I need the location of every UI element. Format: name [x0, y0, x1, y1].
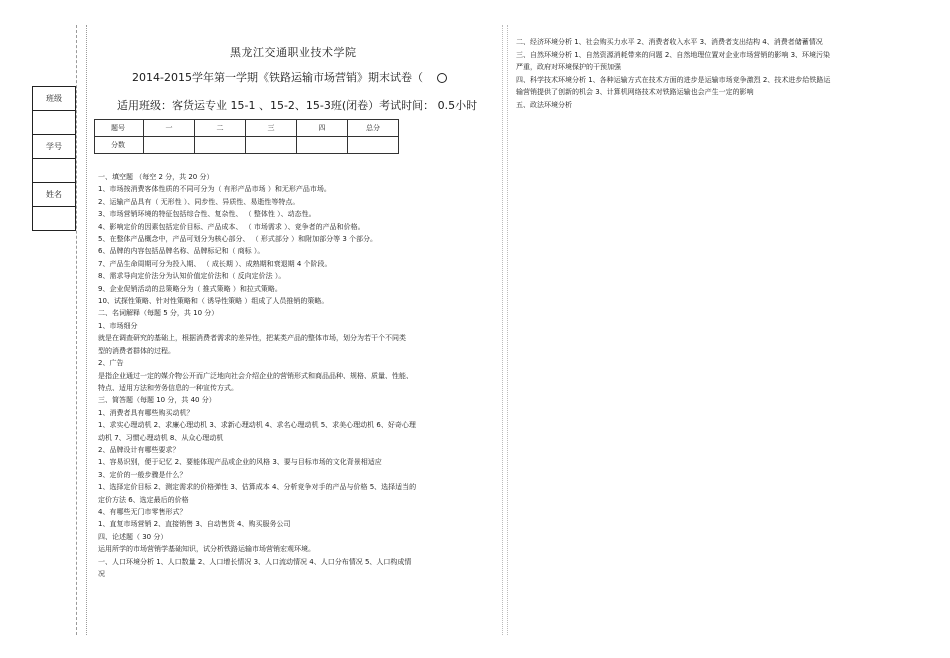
text-line: 四、论述题（ 30 分）	[98, 532, 168, 541]
text-line: 5、在整体产品概念中，产品可划分为核心部分、 （ 形式部分 ）和附加部分等 3 个部分。	[98, 235, 378, 244]
text-line: 二、经济环境分析 1、社会购买力水平 2、消费者收入水平 3、消费者支出结构 4、消费者储蓄情况	[516, 38, 823, 46]
binding-line	[76, 25, 77, 635]
text-line: 四、科学技术环境分析 1、各种运输方式在技术方面的进步是运输市场竞争激烈 2、技术进步给铁路运	[516, 75, 831, 84]
text-line: 2、广告	[98, 359, 124, 368]
text-line: 1、市场按消费客体性质的不同可分为（ 有形产品市场 ）和无形产品市场。	[98, 185, 331, 194]
text-line: 三、简答题（每题 10 分，共 40 分）	[98, 396, 216, 405]
text-line: 运用所学的市场营销学基础知识，试分析铁路运输市场营销宏观环境。	[98, 545, 315, 554]
text-line: 况	[98, 570, 105, 578]
right-column	[516, 36, 916, 112]
text-line: 型的消费者群体的过程。	[98, 346, 175, 355]
text-line: 1、求实心理动机 2、求廉心理动机 3、求新心理动机 4、求名心理动机 5、求美心理动机 6、好奇心理	[98, 421, 416, 430]
score-cell	[246, 137, 297, 154]
score-cell	[297, 137, 348, 154]
score-cell: 二	[195, 120, 246, 137]
text-line: 1、消费者具有哪些购买动机？	[98, 408, 194, 417]
text-line: 是指企业通过一定的媒介物公开而广泛地向社会介绍企业的营销形式和商品品种、规格、质量、性能、	[98, 371, 413, 380]
binding-line	[86, 25, 87, 635]
text-line: 就是在调查研究的基础上，根据消费者需求的差异性，把某类产品的整体市场，划分为若干个不同类	[98, 334, 406, 343]
circle-mark-icon	[437, 73, 447, 83]
text-line: 一、人口环境分析 1、人口数量 2、人口增长情况 3、人口流动情况 4、人口分布情况 5、人口构成情	[98, 557, 412, 566]
exam-title-text: 2014-2015学年第一学期《铁路运输市场营销》期末试卷（	[132, 71, 423, 84]
text-line: 二、名词解释（每题 5 分，共 10 分）	[98, 309, 219, 318]
score-cell	[348, 137, 399, 154]
text-line: 特点、适用方法和劳务信息的一种宣传方式。	[98, 383, 238, 392]
text-line: 输营销提供了创新的机会 3、计算机网络技术对铁路运输也会产生一定的影响	[516, 88, 754, 97]
text-line: 8、需求导向定价法分为认知价值定价法和（ 反向定价法 ）。	[98, 272, 286, 281]
text-line: 3、定价的一般步骤是什么？	[98, 470, 187, 479]
text-line: 一、填空题 （每空 2 分，共 20 分）	[98, 173, 214, 181]
score-cell	[144, 137, 195, 154]
student-info-box	[32, 86, 76, 231]
score-table-header-row	[95, 120, 399, 137]
score-table-score-row	[95, 137, 399, 154]
score-cell: 题号	[95, 120, 144, 137]
score-cell	[195, 137, 246, 154]
exam-meta: 适用班级：客货运专业 15-1 、15-2、15-3班(闭卷）考试时间： 0.5小时	[117, 99, 478, 112]
name-field	[33, 207, 76, 231]
text-line: 7、产品生命周期可分为投入期、 （ 成长期 ）、成熟期和衰退期 4 个阶段。	[98, 259, 332, 268]
school-name: 黑龙江交通职业技术学院	[230, 46, 357, 59]
text-line: 三、自然环境分析 1、自然资源消耗带来的问题 2、自然地理位置对企业市场营销的影响 3、环境污染	[516, 50, 831, 59]
text-line: 4、有哪些无门市零售形式？	[98, 507, 187, 516]
text-line: 动机 7、习惯心理动机 8、从众心理动机	[98, 433, 224, 442]
text-line: 1、直复市场营销 2、直接销售 3、自动售货 4、购买服务公司	[98, 520, 291, 529]
text-line: 1、容易识别，便于记忆 2、要能体现产品或企业的风格 3、要与目标市场的文化背景相适应	[98, 458, 382, 467]
column-divider	[502, 25, 503, 635]
score-cell: 一	[144, 120, 195, 137]
score-cell: 四	[297, 120, 348, 137]
class-field	[33, 111, 76, 135]
text-line: 6、品牌的内容包括品牌名称、品牌标记和（ 商标 ）。	[98, 247, 265, 256]
text-line: 2、运输产品具有（ 无形性 ）、同步性、异质性、易逝性等特点。	[98, 197, 300, 206]
score-cell: 三	[246, 120, 297, 137]
text-line: 1、选择定价目标 2、测定需求的价格弹性 3、估算成本 4、分析竞争对手的产品与价格 5、选择适当的	[98, 483, 417, 492]
text-line: 严重，政府对环境保护的干预加强	[516, 63, 621, 72]
left-column	[98, 171, 496, 580]
student-id-field	[33, 159, 76, 183]
class-label: 班级	[33, 87, 76, 111]
column-divider	[507, 25, 508, 635]
text-line: 2、品牌设计有哪些要求？	[98, 445, 180, 454]
name-label: 姓名	[33, 183, 76, 207]
score-cell: 总分	[348, 120, 399, 137]
text-line: 定价方法 6、选定最后的价格	[98, 495, 189, 504]
text-line: 9、企业促销活动的总策略分为（ 推式策略 ）和拉式策略。	[98, 284, 282, 293]
score-cell: 分数	[95, 137, 144, 154]
score-table	[94, 119, 399, 154]
text-line: 3、市场营销环境的特征包括综合性、复杂性、 （ 整体性 ）、动态性。	[98, 210, 316, 219]
text-line: 10、试探性策略、针对性策略和（ 诱导性策略 ）组成了人员推销的策略。	[98, 297, 329, 306]
student-id-label: 学号	[33, 135, 76, 159]
text-line: 4、影响定价的因素包括定价目标、产品成本、 （ 市场需求 ）、竞争者的产品和价格。	[98, 222, 365, 231]
text-line: 1、市场细分	[98, 321, 138, 330]
text-line: 五、政法环境分析	[516, 100, 572, 109]
exam-title	[132, 69, 447, 85]
